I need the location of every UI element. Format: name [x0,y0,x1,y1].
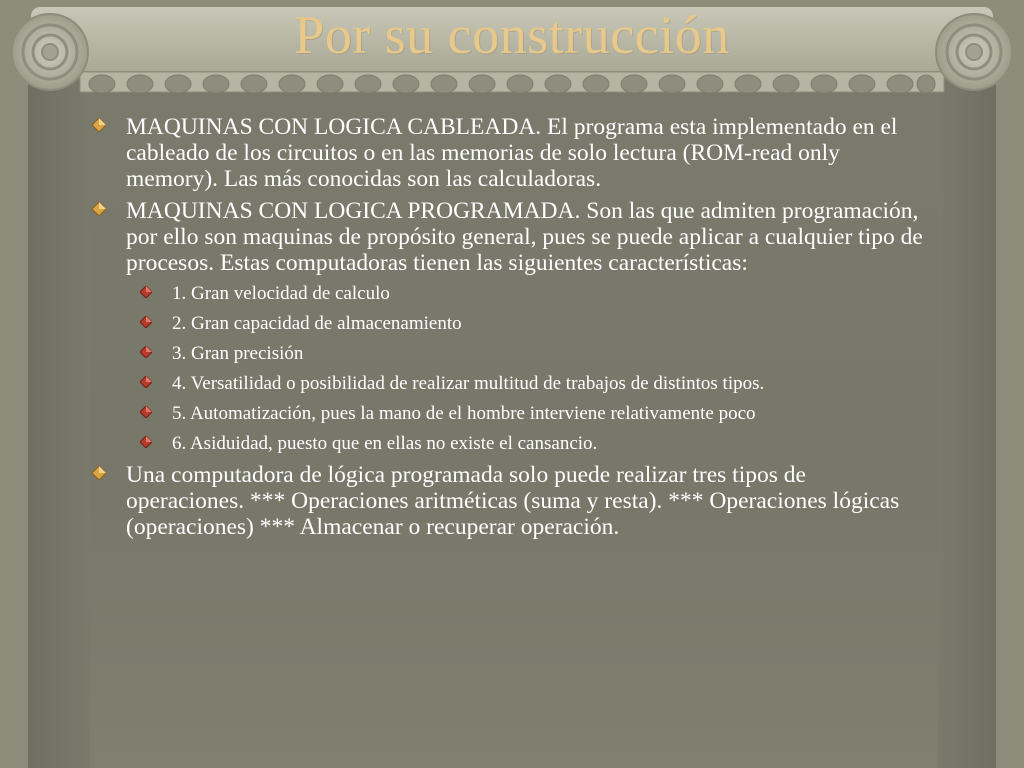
sub-bullet-item [90,432,928,455]
sub-bullet-item [90,312,928,335]
bullet-item [90,462,928,540]
diamond-sub-bullet-icon [140,346,152,358]
diamond-bullet-icon [92,466,106,480]
bullet-text: Una computadora de lógica programada solo puede realizar tres tipos de operaciones. *** Operaciones aritméticas (suma y resta). *** Operaciones lógicas (operaciones) *** Almacenar o recuperar operación. [126,462,900,540]
sub-bullet-item [90,342,928,365]
sub-bullet-item [90,402,928,425]
diamond-sub-bullet-icon [140,376,152,388]
sub-bullet-text: 1. Gran velocidad de calculo [172,283,390,304]
sub-bullet-text: 2. Gran capacidad de almacenamiento [172,313,462,334]
bullet-text: MAQUINAS CON LOGICA CABLEADA. El programa esta implementado en el cableado de los circuitos o en las memorias de solo lectura (ROM-read only memory). Las más conocidas son las calculadoras. [126,114,898,192]
diamond-sub-bullet-icon [140,316,152,328]
sub-bullet-text: 4. Versatilidad o posibilidad de realizar multitud de trabajos de distintos tipos. [172,373,765,394]
column-shadow-left [28,78,90,768]
sub-bullet-text: 6. Asiduidad, puesto que en ellas no existe el cansancio. [172,433,598,454]
slide-title: Por su construcción [294,5,730,65]
sub-bullet-item [90,282,928,305]
bullet-text: MAQUINAS CON LOGICA PROGRAMADA. Son las que admiten programación, por ello son maquinas de propósito general, pues se puede aplicar a cualquier tipo de procesos. Estas computadoras tienen las siguientes características: [126,198,923,276]
diamond-sub-bullet-icon [140,436,152,448]
bullet-item [90,114,928,192]
diamond-bullet-icon [92,118,106,132]
column-shadow-right [938,78,996,768]
sub-bullet-text: 3. Gran precisión [172,343,304,364]
sub-bullet-item [90,372,928,395]
bullet-item [90,198,928,276]
slide-body [90,114,928,546]
diamond-bullet-icon [92,202,106,216]
diamond-sub-bullet-icon [140,286,152,298]
diamond-sub-bullet-icon [140,406,152,418]
sub-bullet-text: 5. Automatización, pues la mano de el hombre interviene relativamente poco [172,403,756,424]
